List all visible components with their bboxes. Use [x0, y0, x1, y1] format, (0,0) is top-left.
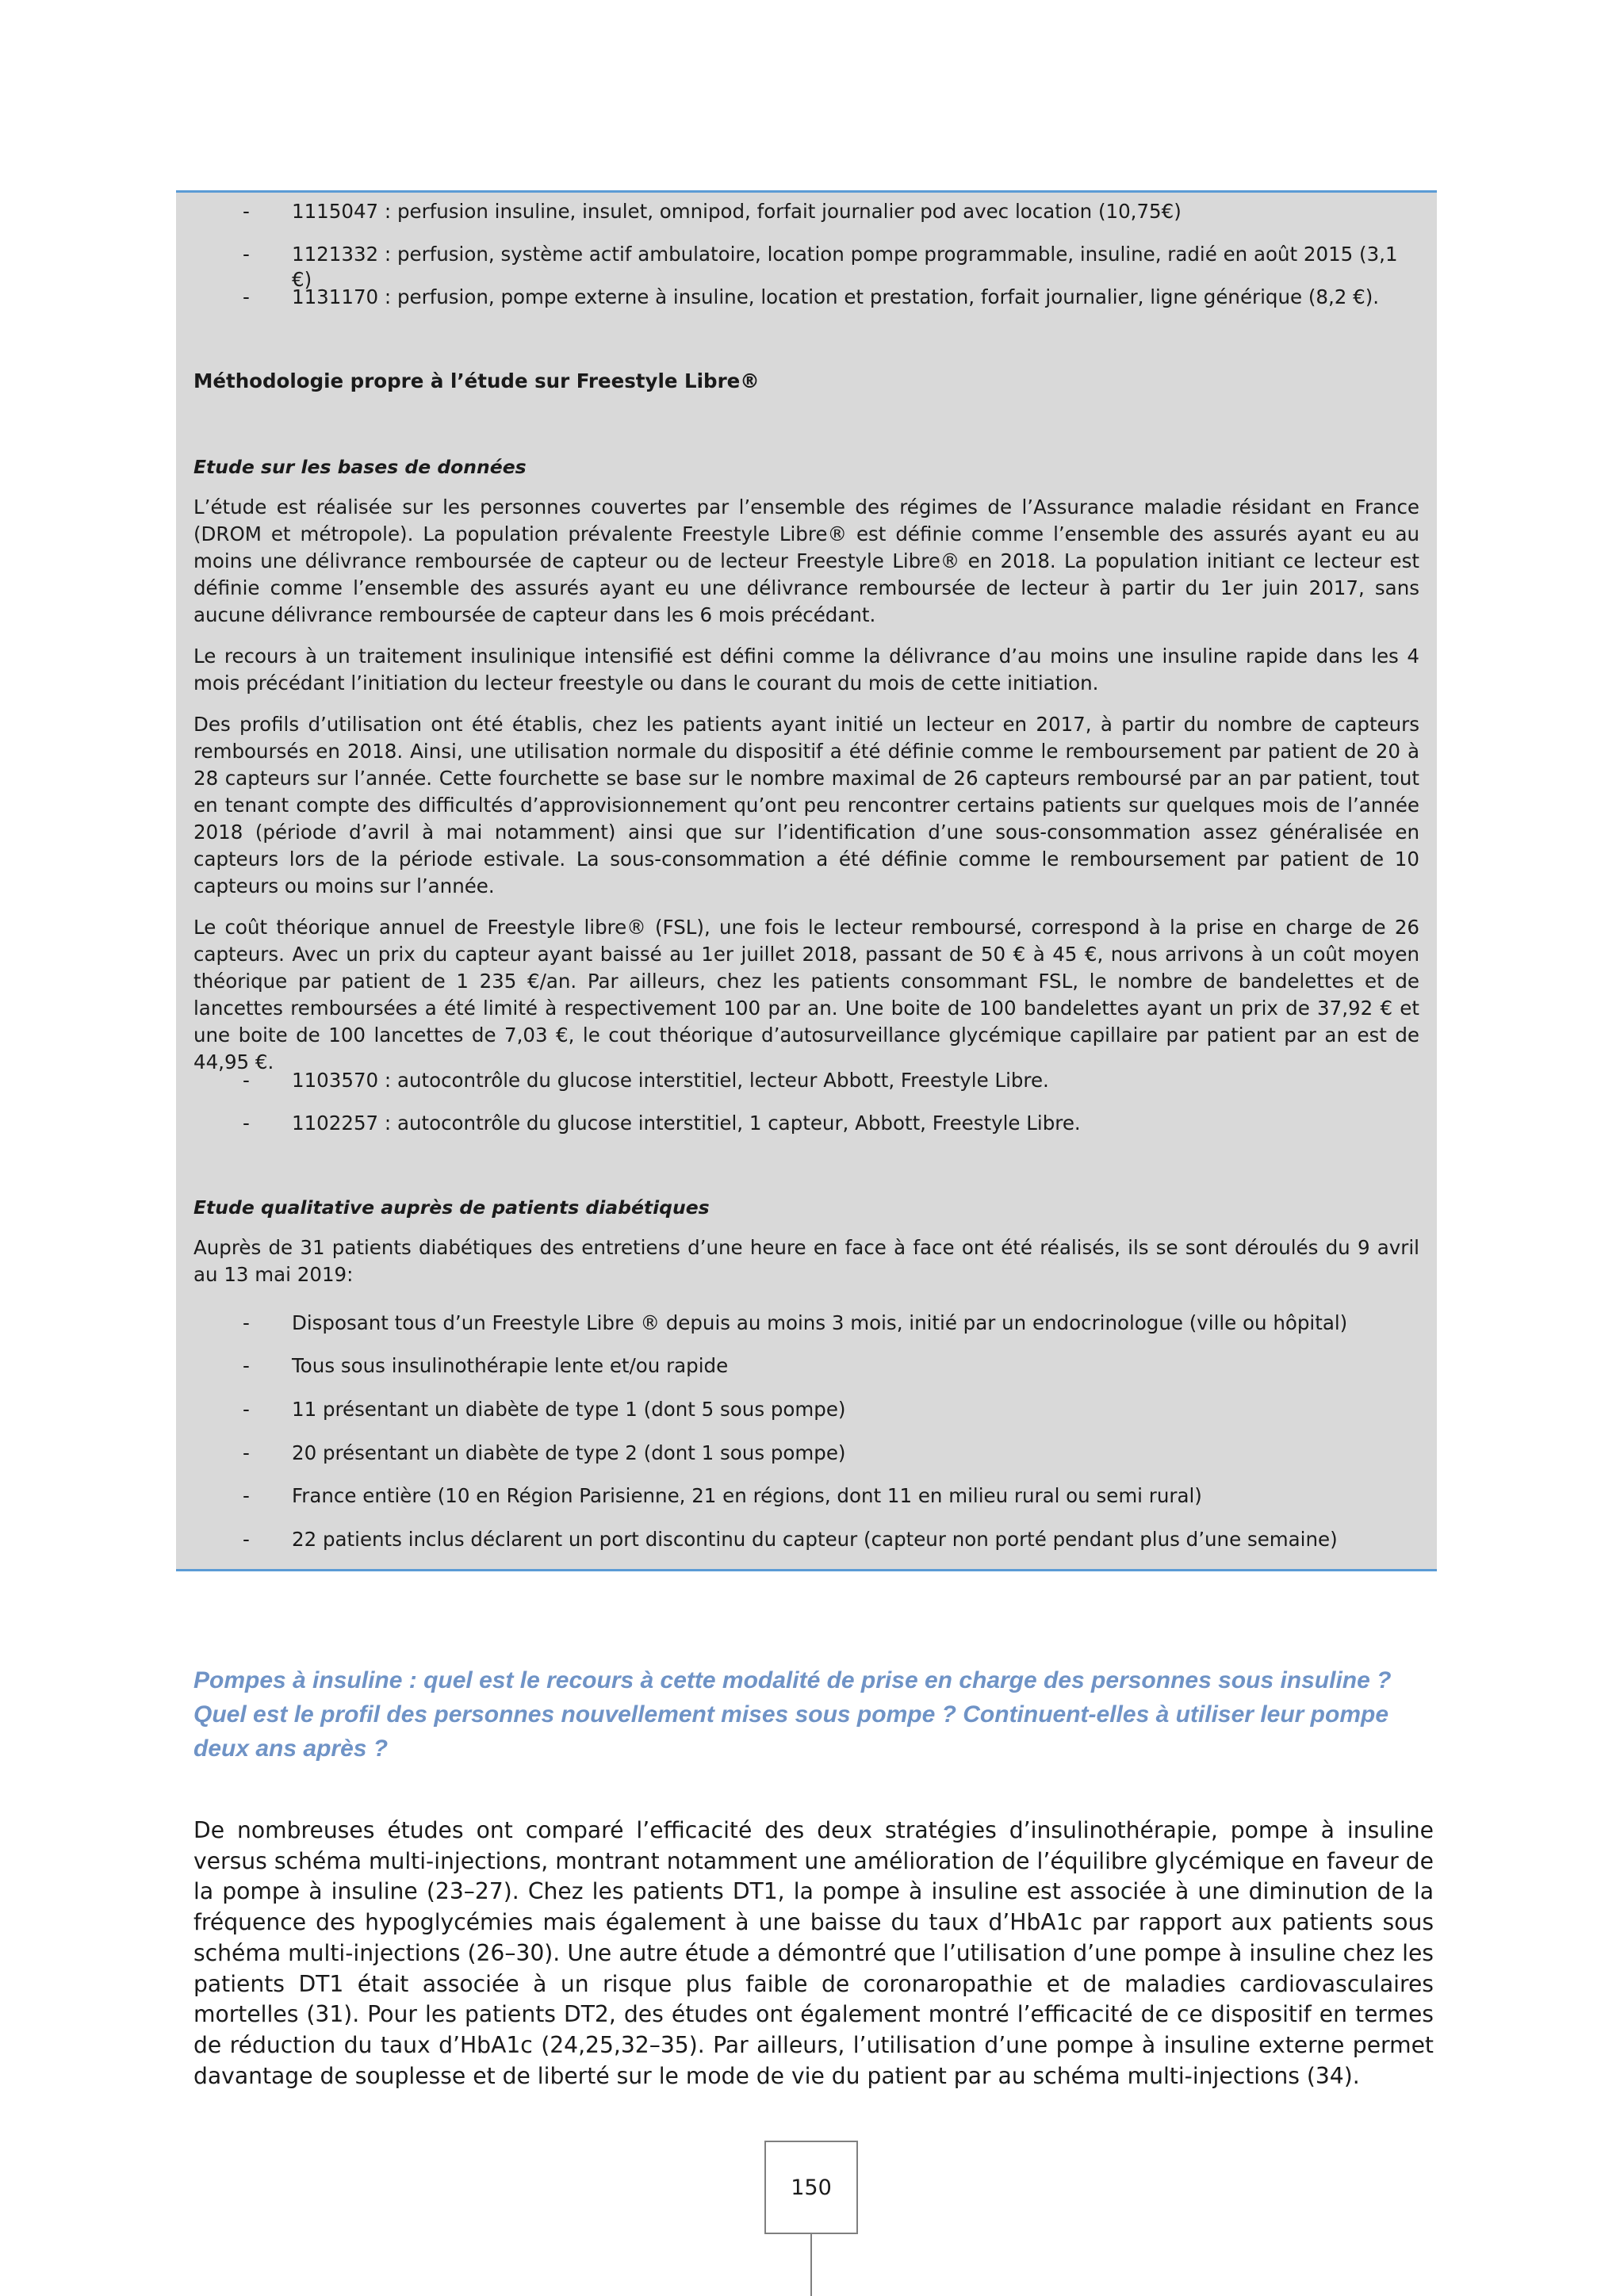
paragraph: Le recours à un traitement insulinique intensifié est défini comme la délivrance d’au moins une insuline rapide dans les 4 mois précédant l’initiation du lecteur freestyle ou dans le courant du mois de cette initiation.	[193, 645, 1419, 695]
list-item: - 11 présentant un diabète de type 1 (dont 5 sous pompe)	[243, 1398, 846, 1421]
list-item: - 1131170 : perfusion, pompe externe à insuline, location et prestation, forfait journalier, ligne générique (8,2 €).	[243, 285, 1380, 308]
list-item: - France entière (10 en Région Parisienne, 21 en régions, dont 11 en milieu rural ou semi rural)	[243, 1484, 1202, 1507]
page-number: 150	[764, 2141, 858, 2234]
paragraph: Des profils d’utilisation ont été établis, chez les patients ayant initié un lecteur en 2017, à partir du nombre de capteurs remboursés en 2018. Ainsi, une utilisation normale du dispositif a été définie comme le remboursement par patient de 20 à 28 capteurs sur l’année. Cette fourchette se base sur le nombre maximal de 26 capteurs remboursé par an par patient, tout en tenant compte des difficultés d’approvisionnement qu’ont peu rencontrer certains patients sur quelques mois de l’année 2018 (période d’avril à mai notamment) ainsi que sur l’identification d’une sous-consommation assez généralisée en capteurs lors de la période estivale. La sous-consommation a été définie comme le remboursement par patient de 10 capteurs ou moins sur l’année.	[193, 713, 1419, 897]
list-item: - 1121332 : perfusion, système actif ambulatoire, location pompe programmable, insuline, radié en août 2015 (3,1 €)	[243, 243, 1398, 291]
list-item: - 20 présentant un diabète de type 2 (dont 1 sous pompe)	[243, 1441, 846, 1464]
section-question-heading: Pompes à insuline : quel est le recours à cette modalité de prise en charge des personnes sous insuline ? Quel est le profil des personnes nouvellement mises sous pompe ? Continuent-elles à utiliser leur pompe deux ans après ?	[193, 1667, 1392, 1762]
paragraph: Le coût théorique annuel de Freestyle libre® (FSL), une fois le lecteur remboursé, correspond à la prise en charge de 26 capteurs. Avec un prix du capteur ayant baissé au 1er juillet 2018, passant de 50 € à 45 €, nous arrivons à un coût moyen théorique par patient de 1 235 €/an. Par ailleurs, chez les patients consommant FSL, le nombre de bandelettes et de lancettes remboursées a été limité à respectivement 100 par an. Une boite de 100 bandelettes ayant un prix de 37,92 € et une boite de 100 lancettes de 7,03 €, le cout théorique d’autosurveillance glycémique capillaire par patient par an est de 44,95 €.	[193, 916, 1419, 1073]
paragraph: Auprès de 31 patients diabétiques des entretiens d’une heure en face à face ont été réalisés, ils se sont déroulés du 9 avril au 13 mai 2019:	[193, 1236, 1419, 1286]
list-item: - 1102257 : autocontrôle du glucose interstitiel, 1 capteur, Abbott, Freestyle Libre.	[243, 1112, 1081, 1135]
list-item: - Tous sous insulinothérapie lente et/ou rapide	[243, 1354, 729, 1377]
list-item: - 22 patients inclus déclarent un port discontinu du capteur (capteur non porté pendant plus d’une semaine)	[243, 1528, 1338, 1551]
list-item: - 1115047 : perfusion insuline, insulet, omnipod, forfait journalier pod avec location (10,75€)	[243, 200, 1182, 223]
page-number-connector	[810, 2234, 812, 2296]
methodology-heading: Méthodologie propre à l’étude sur Freestyle Libre®	[193, 369, 760, 392]
qualitative-study-heading: Etude qualitative auprès de patients diabétiques	[193, 1196, 710, 1219]
methodology-box	[176, 190, 1437, 1571]
paragraph: L’étude est réalisée sur les personnes couvertes par l’ensemble des régimes de l’Assurance maladie résidant en France (DROM et métropole). La population prévalente Freestyle Libre® est définie comme l’ensemble des assurés ayant eu au moins une délivrance remboursée de capteur ou de lecteur Freestyle Libre® en 2018. La population initiant ce lecteur est définie comme l’ensemble des assurés ayant eu une délivrance remboursée de lecteur à partir du 1er juin 2017, sans aucune délivrance remboursée de capteur dans les 6 mois précédant.	[193, 496, 1419, 626]
body-paragraph: De nombreuses études ont comparé l’efficacité des deux stratégies d’insulinothérapie, pompe à insuline versus schéma multi-injections, montrant notamment une amélioration de l’équilibre glycémique en faveur de la pompe à insuline (23–27). Chez les patients DT1, la pompe à insuline est associée à une diminution de la fréquence des hypoglycémies mais également à une baisse du taux d’HbA1c par rapport aux patients sous schéma multi-injections (26–30). Une autre étude a démontré que l’utilisation d’une pompe à insuline chez les patients DT1 était associée à un risque plus faible de coronaropathie et de maladies cardiovasculaires mortelles (31). Pour les patients DT2, des études ont également montré l’efficacité de ce dispositif en termes de réduction du taux d’HbA1c (24,25,32–35). Par ailleurs, l’utilisation d’une pompe à insuline externe permet davantage de souplesse et de liberté sur le mode de vie du patient par au schéma multi-injections (34).	[193, 1817, 1434, 2089]
top-bullet-list	[193, 199, 1419, 224]
database-study-heading: Etude sur les bases de données	[193, 456, 527, 478]
list-item: - 1103570 : autocontrôle du glucose interstitiel, lecteur Abbott, Freestyle Libre.	[243, 1069, 1049, 1092]
list-item: - Disposant tous d’un Freestyle Libre ® depuis au moins 3 mois, initié par un endocrinologue (ville ou hôpital)	[243, 1311, 1348, 1334]
